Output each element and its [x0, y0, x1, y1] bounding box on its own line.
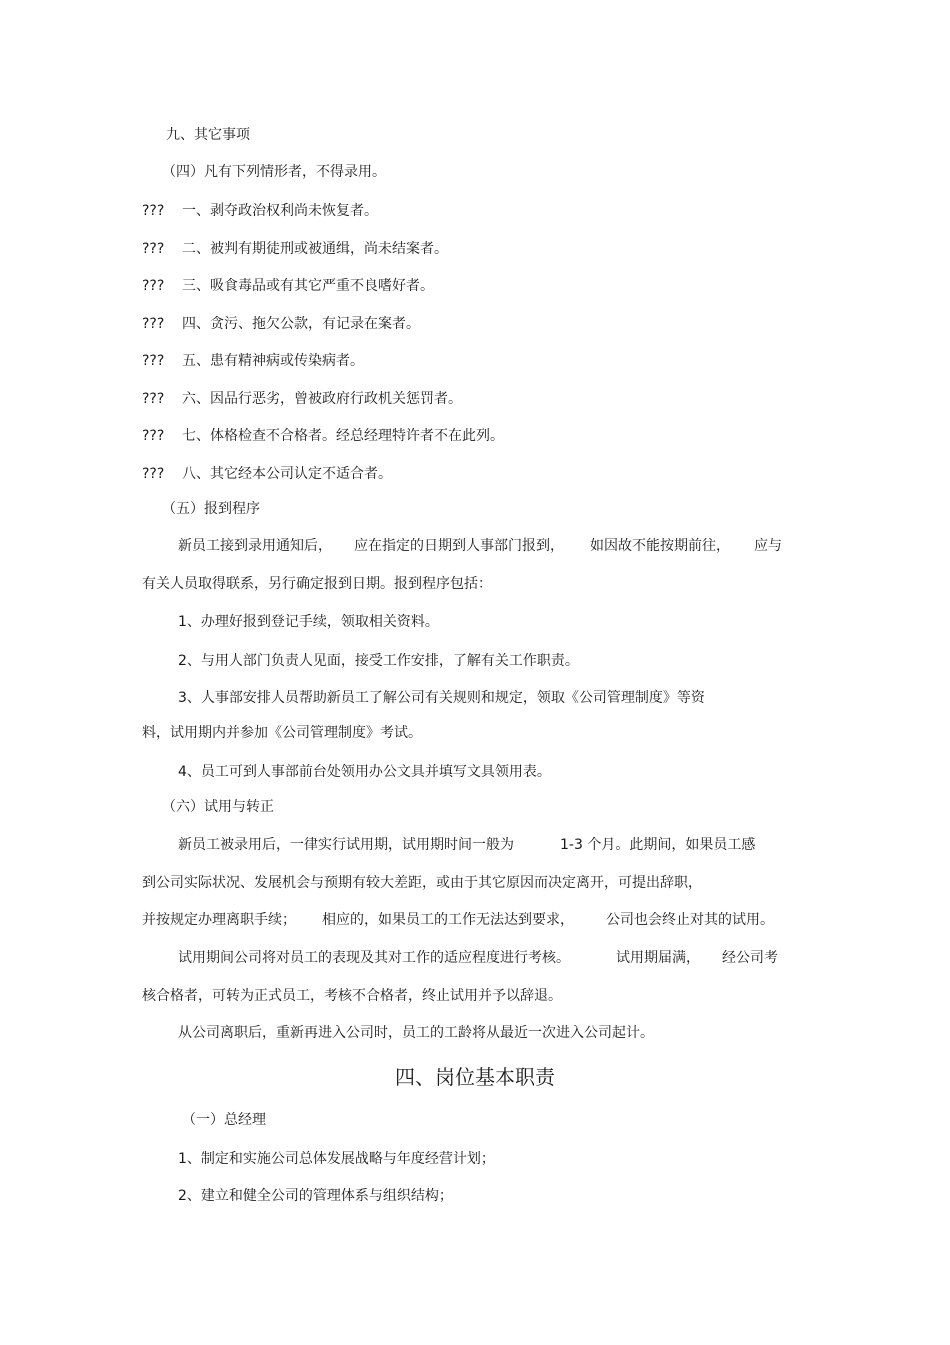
list-item: ??? 二、被判有期徒刑或被通缉，尚未结案者。: [142, 241, 448, 257]
subsection-report-procedure: （五）报到程序: [162, 501, 260, 517]
step-item: 2、与用人部门负责人见面，接受工作安排，了解有关工作职责。: [178, 653, 579, 669]
step-item-continued: 料，试用期内并参加《公司管理制度》考试。: [142, 725, 422, 741]
section-heading-job-duties: 四、岗位基本职责: [395, 1065, 555, 1089]
duty-item: 1、制定和实施公司总体发展战略与年度经营计划；: [178, 1151, 495, 1167]
duty-item: 2、建立和健全公司的管理体系与组织结构；: [178, 1188, 453, 1204]
list-item: ??? 一、剥夺政治权利尚未恢复者。: [142, 203, 378, 219]
paragraph-line: 有关人员取得联系，另行确定报到日期。报到程序包括：: [142, 576, 492, 592]
step-item: 3、人事部安排人员帮助新员工了解公司有关规则和规定，领取《公司管理制度》等资: [178, 690, 705, 706]
list-item: ??? 八、其它经本公司认定不适合者。: [142, 466, 392, 482]
list-item: ??? 三、吸食毒品或有其它严重不良嗜好者。: [142, 278, 434, 294]
subsection-disqualifications: （四）凡有下列情形者，不得录用。: [162, 164, 386, 180]
list-item: ??? 七、体格检查不合格者。经总经理特许者不在此列。: [142, 428, 504, 444]
list-item: ??? 四、贪污、拖欠公款，有记录在案者。: [142, 316, 420, 332]
paragraph-line: 新员工接到录用通知后， 应在指定的日期到人事部门报到， 如因故不能按期前往， 应与: [178, 538, 782, 554]
paragraph-line: 新员工被录用后，一律实行试用期，试用期时间一般为 1-3 个月。此期间，如果员工感: [178, 837, 756, 853]
list-item: ??? 五、患有精神病或传染病者。: [142, 353, 364, 369]
subsection-general-manager: （一）总经理: [182, 1112, 266, 1128]
subsection-probation: （六）试用与转正: [162, 799, 274, 815]
section-title-other-matters: 九、其它事项: [166, 127, 250, 143]
paragraph-line: 到公司实际状况、发展机会与预期有较大差距，或由于其它原因而决定离开，可提出辞职，: [142, 875, 702, 891]
paragraph-line: 试用期间公司将对员工的表现及其对工作的适应程度进行考核。 试用期届满， 经公司考: [178, 950, 778, 966]
paragraph-line: 核合格者，可转为正式员工，考核不合格者，终止试用并予以辞退。: [142, 988, 562, 1004]
step-item: 4、员工可到人事部前台处领用办公文具并填写文具领用表。: [178, 764, 551, 780]
paragraph-line: 并按规定办理离职手续； 相应的，如果员工的工作无法达到要求， 公司也会终止对其的试用。: [142, 912, 774, 928]
step-item: 1、办理好报到登记手续，领取相关资料。: [178, 614, 439, 630]
paragraph-line: 从公司离职后，重新再进入公司时，员工的工龄将从最近一次进入公司起计。: [178, 1025, 654, 1041]
list-item: ??? 六、因品行恶劣，曾被政府行政机关惩罚者。: [142, 391, 462, 407]
